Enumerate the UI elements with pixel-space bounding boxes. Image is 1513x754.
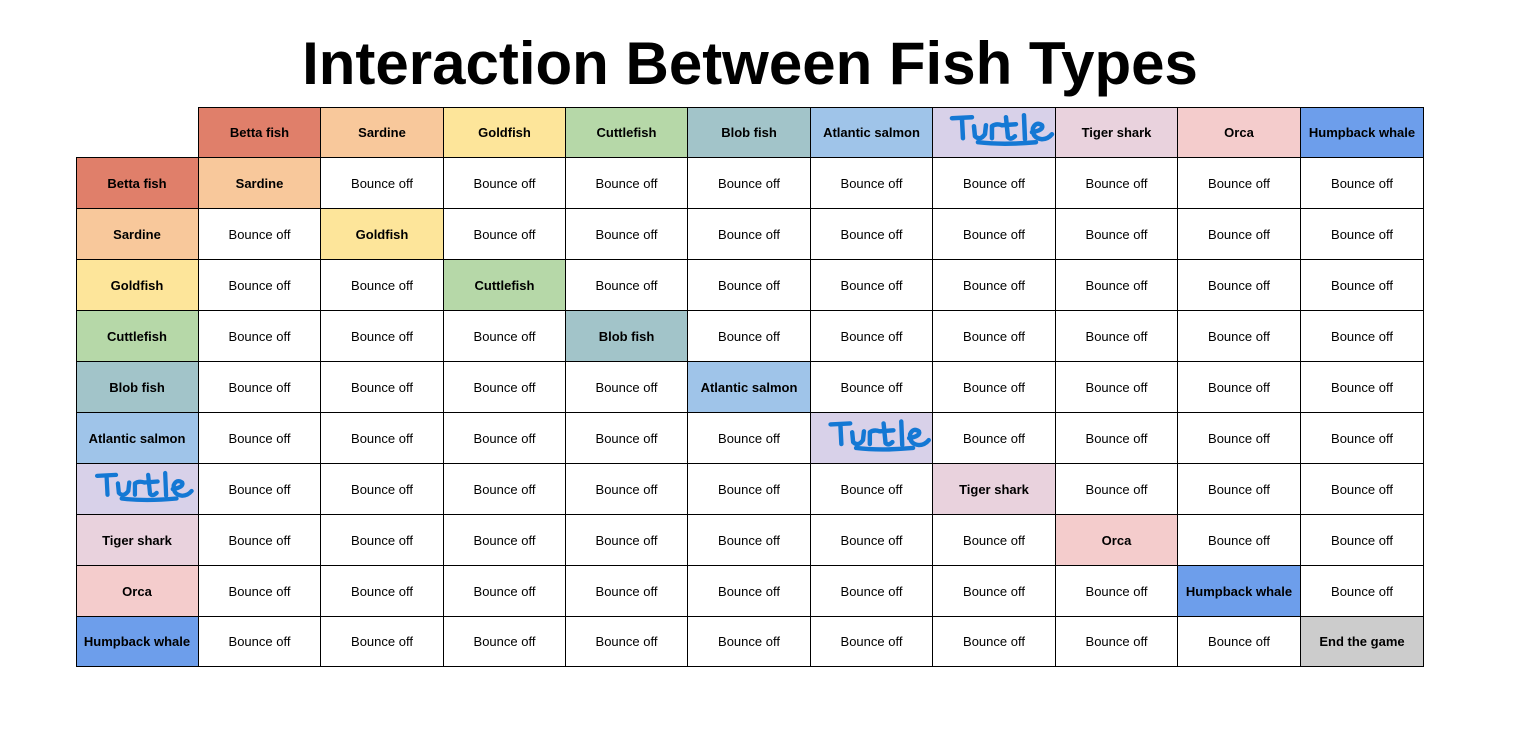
matrix-cell: Bounce off [811,311,933,362]
handwritten-turtle-scribble [826,418,934,454]
col-header: Tiger shark [1056,107,1178,158]
matrix-cell: Bounce off [566,566,688,617]
matrix-cell: Bounce off [811,617,933,667]
matrix-cell: Bounce off [321,464,444,515]
matrix-cell: Bounce off [321,311,444,362]
matrix-cell: Bounce off [933,413,1056,464]
matrix-cell: Bounce off [321,413,444,464]
matrix-cell: Bounce off [688,158,811,209]
matrix-cell: Bounce off [199,566,321,617]
row-header: Blob fish [76,362,199,413]
handwritten-turtle-scribble [93,469,197,505]
matrix-cell: Bounce off [811,464,933,515]
matrix-cell: Bounce off [566,617,688,667]
matrix-cell: Bounce off [444,362,566,413]
matrix-cell: Bounce off [1178,464,1301,515]
row-header: Cuttlefish [76,311,199,362]
matrix-cell: Bounce off [321,362,444,413]
matrix-cell: Bounce off [1178,158,1301,209]
matrix-cell-diagonal: Cuttlefish [444,260,566,311]
row-header: Humpback whale [76,617,199,667]
matrix-cell: Bounce off [444,464,566,515]
matrix-cell: Bounce off [199,413,321,464]
matrix-cell: Bounce off [1301,311,1424,362]
matrix-cell: Bounce off [321,617,444,667]
matrix-cell: Bounce off [933,209,1056,260]
matrix-cell: Bounce off [688,464,811,515]
matrix-cell: Bounce off [688,413,811,464]
matrix-cell: Bounce off [811,362,933,413]
matrix-cell: Bounce off [811,515,933,566]
matrix-cell: Bounce off [1056,362,1178,413]
matrix-cell: Bounce off [1301,260,1424,311]
row-header: Tiger shark [76,515,199,566]
matrix-cell: Bounce off [933,158,1056,209]
matrix-cell: Bounce off [1056,158,1178,209]
matrix-cell: Bounce off [199,617,321,667]
col-header [933,107,1056,158]
matrix-cell: Bounce off [1056,311,1178,362]
matrix-cell: Bounce off [1056,464,1178,515]
matrix-cell: Bounce off [566,260,688,311]
matrix-cell: Bounce off [1056,413,1178,464]
matrix-cell: Bounce off [444,617,566,667]
matrix-cell: Bounce off [1056,566,1178,617]
matrix-cell: Bounce off [1178,209,1301,260]
table-header-divider-vertical [198,107,199,158]
matrix-cell: Bounce off [1178,617,1301,667]
matrix-cell: Bounce off [688,260,811,311]
matrix-cell: Bounce off [199,311,321,362]
col-header: Humpback whale [1301,107,1424,158]
col-header: Betta fish [199,107,321,158]
matrix-cell: Bounce off [1178,260,1301,311]
corner-cell [76,107,199,158]
matrix-cell: Bounce off [199,362,321,413]
matrix-cell: Bounce off [1301,209,1424,260]
matrix-cell: Bounce off [1178,311,1301,362]
matrix-cell: Bounce off [321,260,444,311]
matrix-cell: Bounce off [688,311,811,362]
matrix-cell: Bounce off [321,158,444,209]
col-header: Atlantic salmon [811,107,933,158]
row-header: Sardine [76,209,199,260]
matrix-cell-diagonal: Humpback whale [1178,566,1301,617]
page-title: Interaction Between Fish Types [302,30,1198,97]
table-header-divider [76,157,199,158]
col-header: Goldfish [444,107,566,158]
matrix-cell: Bounce off [444,566,566,617]
matrix-cell: Bounce off [566,209,688,260]
matrix-cell: Bounce off [933,260,1056,311]
matrix-cell-end: End the game [1301,617,1424,667]
col-header: Blob fish [688,107,811,158]
row-header: Atlantic salmon [76,413,199,464]
col-header: Cuttlefish [566,107,688,158]
matrix-cell-diagonal: Atlantic salmon [688,362,811,413]
table-top-border [199,107,1424,108]
matrix-cell-diagonal: Tiger shark [933,464,1056,515]
matrix-cell: Bounce off [688,566,811,617]
matrix-cell: Bounce off [566,158,688,209]
matrix-cell: Bounce off [566,515,688,566]
matrix-cell: Bounce off [811,158,933,209]
matrix-cell: Bounce off [811,566,933,617]
col-header: Sardine [321,107,444,158]
row-header: Goldfish [76,260,199,311]
matrix-cell: Bounce off [688,209,811,260]
matrix-cell: Bounce off [1301,566,1424,617]
matrix-cell: Bounce off [321,566,444,617]
matrix-cell: Bounce off [1301,362,1424,413]
matrix-cell: Bounce off [1301,464,1424,515]
matrix-cell: Bounce off [1056,617,1178,667]
matrix-cell: Bounce off [1178,362,1301,413]
interaction-table [76,107,1424,667]
matrix-cell: Bounce off [444,209,566,260]
matrix-cell: Bounce off [1178,413,1301,464]
matrix-cell: Bounce off [688,515,811,566]
matrix-cell: Bounce off [444,515,566,566]
matrix-cell: Bounce off [688,617,811,667]
matrix-cell: Bounce off [566,464,688,515]
table-left-border [76,158,77,667]
turtle-label-wrap [76,464,198,514]
matrix-cell: Bounce off [811,209,933,260]
matrix-cell-diagonal [811,413,933,464]
matrix-cell: Bounce off [933,617,1056,667]
matrix-cell: Bounce off [1178,515,1301,566]
matrix-cell: Bounce off [566,413,688,464]
matrix-cell: Bounce off [1301,158,1424,209]
matrix-cell: Bounce off [199,209,321,260]
matrix-cell: Bounce off [1301,515,1424,566]
matrix-cell: Bounce off [933,515,1056,566]
matrix-cell: Bounce off [321,515,444,566]
col-header: Orca [1178,107,1301,158]
matrix-cell: Bounce off [199,464,321,515]
matrix-cell: Bounce off [933,311,1056,362]
matrix-cell: Bounce off [444,413,566,464]
matrix-cell: Bounce off [933,362,1056,413]
turtle-label-wrap [933,107,1055,157]
matrix-cell: Bounce off [1056,260,1178,311]
matrix-cell-diagonal: Sardine [199,158,321,209]
matrix-cell: Bounce off [444,158,566,209]
row-header: Orca [76,566,199,617]
matrix-cell-diagonal: Blob fish [566,311,688,362]
matrix-cell: Bounce off [933,566,1056,617]
matrix-cell: Bounce off [199,260,321,311]
handwritten-turtle-scribble [947,112,1059,148]
turtle-label-wrap [811,413,932,463]
matrix-cell: Bounce off [811,260,933,311]
matrix-cell: Bounce off [444,311,566,362]
matrix-cell: Bounce off [199,515,321,566]
row-header: Betta fish [76,158,199,209]
matrix-cell-diagonal: Goldfish [321,209,444,260]
matrix-cell: Bounce off [1056,209,1178,260]
matrix-cell-diagonal: Orca [1056,515,1178,566]
matrix-cell: Bounce off [1301,413,1424,464]
row-header [76,464,199,515]
matrix-cell: Bounce off [566,362,688,413]
